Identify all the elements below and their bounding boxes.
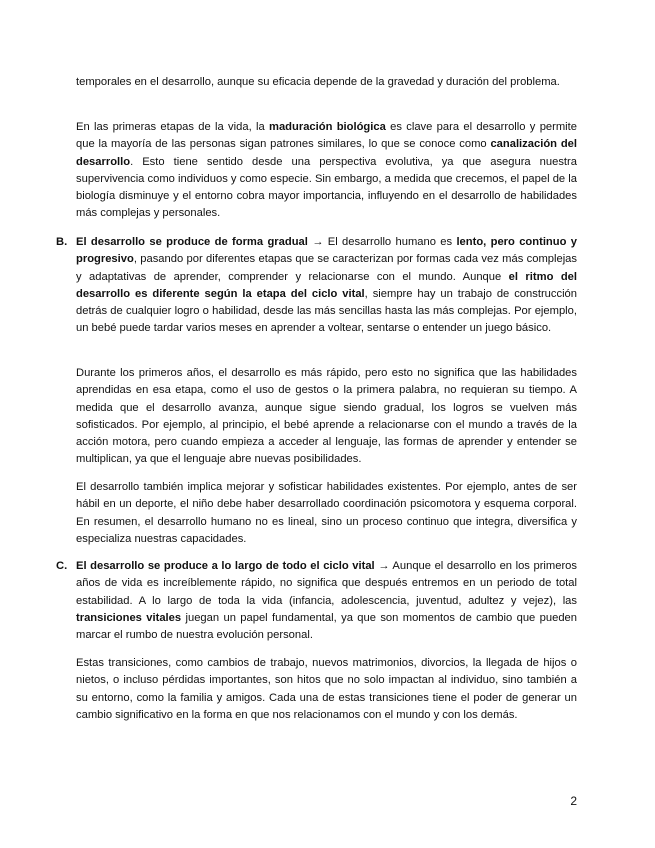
list-item-text: El desarrollo se produce a lo largo de todo el ciclo vital → Aunque el desarrollo en los primeros años de vida es increíblemente rápido, no significa que después entremos en un periodo de total estabilidad. A lo largo de toda la vida (infancia, adolescencia, juventud, adultez y vejez), las transiciones vitales juegan un papel fundamental, ya que son momentos de cambio que pueden marcar el rumbo de nuestra evolución personal. [76, 560, 577, 642]
list-item-b [56, 234, 577, 338]
list-item-c [56, 558, 577, 644]
paragraph-biological-maturation: En las primeras etapas de la vida, la maduración biológica es clave para el desarrollo y permite que la mayoría de las personas sigan patrones similares, lo que se conoce como canalización del desarrollo. Esto tiene sentido desde una perspectiva evolutiva, ya que asegura nuestra supervivencia como individuos y como especie. Sin embargo, a medida que crecemos, el papel de la biología disminuye y el entorno cobra mayor importancia, influyendo en el desarrollo de habilidades más complejas y personales. [76, 121, 577, 220]
list-marker: B. [56, 236, 68, 248]
paragraph-transitions: Estas transiciones, como cambios de trabajo, nuevos matrimonios, divorcios, la llegada de hijos o nietos, o incluso pérdidas importantes, son hitos que no solo impactan al individuo, sino también a su entorno, como la familia y amigos. Cada una de estas transiciones tiene el poder de generar un cambio significativo en la forma en que nos relacionamos con el mundo y con los demás. [76, 657, 577, 721]
page-number: 2 [570, 794, 577, 808]
paragraph-early-years: Durante los primeros años, el desarrollo es más rápido, pero esto no significa que las habilidades aprendidas en esa etapa, como el uso de gestos o la primera palabra, no requieran su tiempo. A medida que el desarrollo avanza, aunque sigue siendo gradual, los logros se vuelven más sofisticados. Por ejemplo, al principio, el bebé aprende a relacionarse con el mundo a través de la acción motora, pero cuando empieza a acceder al lenguaje, las formas de aprender y entender se multiplican, ya que el lenguaje abre nuevas posibilidades. [76, 367, 577, 466]
paragraph-continuation: temporales en el desarrollo, aunque su eficacia depende de la gravedad y duración del problema. [76, 76, 560, 88]
paragraph-skills: El desarrollo también implica mejorar y sofisticar habilidades existentes. Por ejemplo, antes de ser hábil en un deporte, el niño debe haber desarrollado coordinación psicomotora y esquema corporal. En resumen, el desarrollo humano no es lineal, sino un proceso continuo que integra, diversifica y especializa nuestras capacidades. [76, 481, 577, 545]
list-item-text: El desarrollo se produce de forma gradual → El desarrollo humano es lento, pero continuo y progresivo, pasando por diferentes etapas que se caracterizan por formas cada vez más complejas y adaptativas de aprender, comprender y relacionarse con el mundo. Aunque el ritmo del desarrollo es diferente según la etapa del ciclo vital, siempre hay un trabajo de construcción detrás de cualquier logro o habilidad, desde las más sencillas hasta las más complejas. Por ejemplo, un bebé puede tardar varios meses en aprender a voltear, sentarse o entender un juego básico. [76, 236, 578, 335]
list-marker: C. [56, 560, 68, 572]
